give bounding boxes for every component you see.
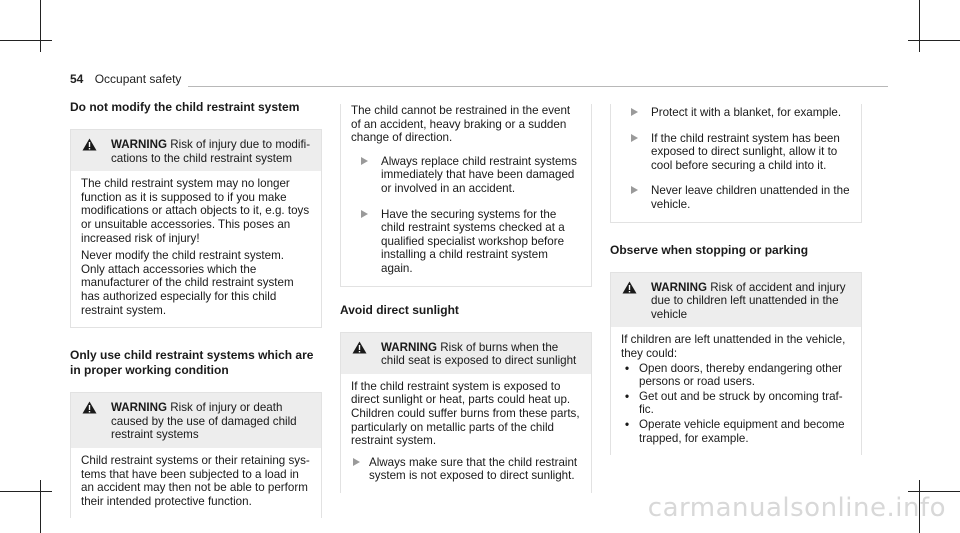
list-item-text: Open doors, thereby endangering other persons or road users. xyxy=(639,361,843,389)
watermark: carmanualsonline.info xyxy=(647,493,946,523)
warning-label: WARNING xyxy=(651,280,708,294)
crop-mark xyxy=(908,491,960,492)
warning-body xyxy=(71,171,321,327)
warning-continuation xyxy=(610,104,862,223)
arrow-right-icon xyxy=(353,458,360,466)
warning-triangle-icon xyxy=(352,341,367,354)
bullet-list xyxy=(621,362,851,446)
warning-header xyxy=(611,273,861,328)
section-heading: Observe when stopping or parking xyxy=(610,242,809,257)
warning-box xyxy=(610,272,862,456)
warning-paragraph: If children are left unattended in the vehicle, they could: xyxy=(621,333,846,360)
action-item xyxy=(621,132,851,173)
action-item xyxy=(621,184,851,211)
list-item-text: Get out and be struck by oncoming traffic. xyxy=(639,389,843,417)
warning-label: WARNING xyxy=(381,340,438,354)
warning-box xyxy=(340,332,592,493)
crop-mark xyxy=(908,40,960,41)
action-text: Protect it with a blanket, for example. xyxy=(651,106,842,119)
warning-label: WARNING xyxy=(111,401,168,415)
warning-header xyxy=(71,393,321,448)
section-heading: Avoid direct sunlight xyxy=(340,302,459,317)
warning-box xyxy=(70,392,322,518)
warning-triangle-icon xyxy=(622,281,637,294)
warning-text: Risk of accident and injury due to children left unattended in the vehicle xyxy=(651,280,846,321)
warning-paragraph: The child restraint system may no longer function as it is supposed to if you make modifications or attach objects to it, e.g. toys or unsuitable accessories. This poses an increased risk of injury! xyxy=(81,177,310,245)
crop-mark xyxy=(0,40,52,41)
arrow-right-icon xyxy=(361,157,368,165)
action-item xyxy=(351,208,581,276)
action-item xyxy=(351,155,581,196)
page-number: 54 xyxy=(70,72,84,86)
warning-paragraph: Never modify the child restraint system. Only attach accessories which the manufacturer of the child restraint system has authorized especially for this child restraint system. xyxy=(81,249,294,317)
arrow-right-icon xyxy=(631,186,638,194)
warning-text: Risk of injury due to modifications to the child restraint system xyxy=(111,138,311,165)
section-title: Occupant safety xyxy=(94,72,182,86)
arrow-right-icon xyxy=(631,134,638,142)
list-item xyxy=(621,362,851,389)
section-heading: Do not modify the child restraint system xyxy=(70,100,300,114)
action-text: Have the securing systems for the child restraint systems checked at a qualified specialist workshop before installing a child restraint system again. xyxy=(381,207,565,275)
warning-body xyxy=(611,327,861,455)
warning-triangle-icon xyxy=(82,401,97,414)
warning-text: Risk of burns when the child seat is exposed to direct sunlight xyxy=(381,340,577,368)
crop-mark xyxy=(40,480,41,533)
warning-label: WARNING xyxy=(111,138,168,151)
warning-paragraph: If the child restraint system is exposed to direct sunlight or heat, parts could heat up. Children could suffer burns from these parts, particularly on metallic parts of the child restraint system. xyxy=(351,379,580,448)
action-text: Always make sure that the child restraint system is not exposed to direct sunlight. xyxy=(369,455,578,483)
action-item xyxy=(621,106,851,120)
arrow-right-icon xyxy=(631,108,638,116)
page-header xyxy=(70,72,181,86)
warning-paragraph: Child restraint systems or their retaining systems that have been subjected to a load in an accident may then not be able to perform their intended protective function. xyxy=(81,453,310,508)
crop-mark xyxy=(40,0,41,52)
warning-continuation xyxy=(340,104,592,287)
column-3 xyxy=(610,104,862,455)
header-rule xyxy=(188,86,888,87)
list-item xyxy=(621,390,851,417)
crop-mark xyxy=(0,491,52,492)
warning-box xyxy=(70,129,322,328)
list-item xyxy=(621,418,851,445)
action-text: If the child restraint system has been exposed to direct sunlight, allow it to cool before securing a child into it. xyxy=(651,131,840,172)
action-text: Always replace child restraint systems immediately that have been damaged or involved in an accident. xyxy=(381,154,577,195)
crop-mark xyxy=(919,0,920,52)
action-list xyxy=(351,155,581,276)
warning-text: Risk of injury or death caused by the use of damaged child restraint systems xyxy=(111,401,297,442)
column-2 xyxy=(340,104,592,493)
column-1 xyxy=(70,100,322,518)
bullet-icon: • xyxy=(625,361,630,375)
arrow-right-icon xyxy=(361,210,368,218)
action-item xyxy=(351,456,581,483)
bullet-icon: • xyxy=(625,417,630,431)
action-text: Never leave children unattended in the vehicle. xyxy=(651,184,850,211)
section-heading: Only use child restraint systems which are in proper working condition xyxy=(70,348,314,378)
warning-header xyxy=(341,333,591,374)
warning-body xyxy=(71,448,321,518)
warning-paragraph: The child cannot be restrained in the event of an accident, heavy braking or a sudden change of direction. xyxy=(351,104,571,145)
list-item-text: Operate vehicle equipment and become trapped, for example. xyxy=(639,417,845,445)
warning-body xyxy=(341,374,591,493)
bullet-icon: • xyxy=(625,389,630,403)
warning-header xyxy=(71,130,321,171)
warning-triangle-icon xyxy=(82,138,97,151)
